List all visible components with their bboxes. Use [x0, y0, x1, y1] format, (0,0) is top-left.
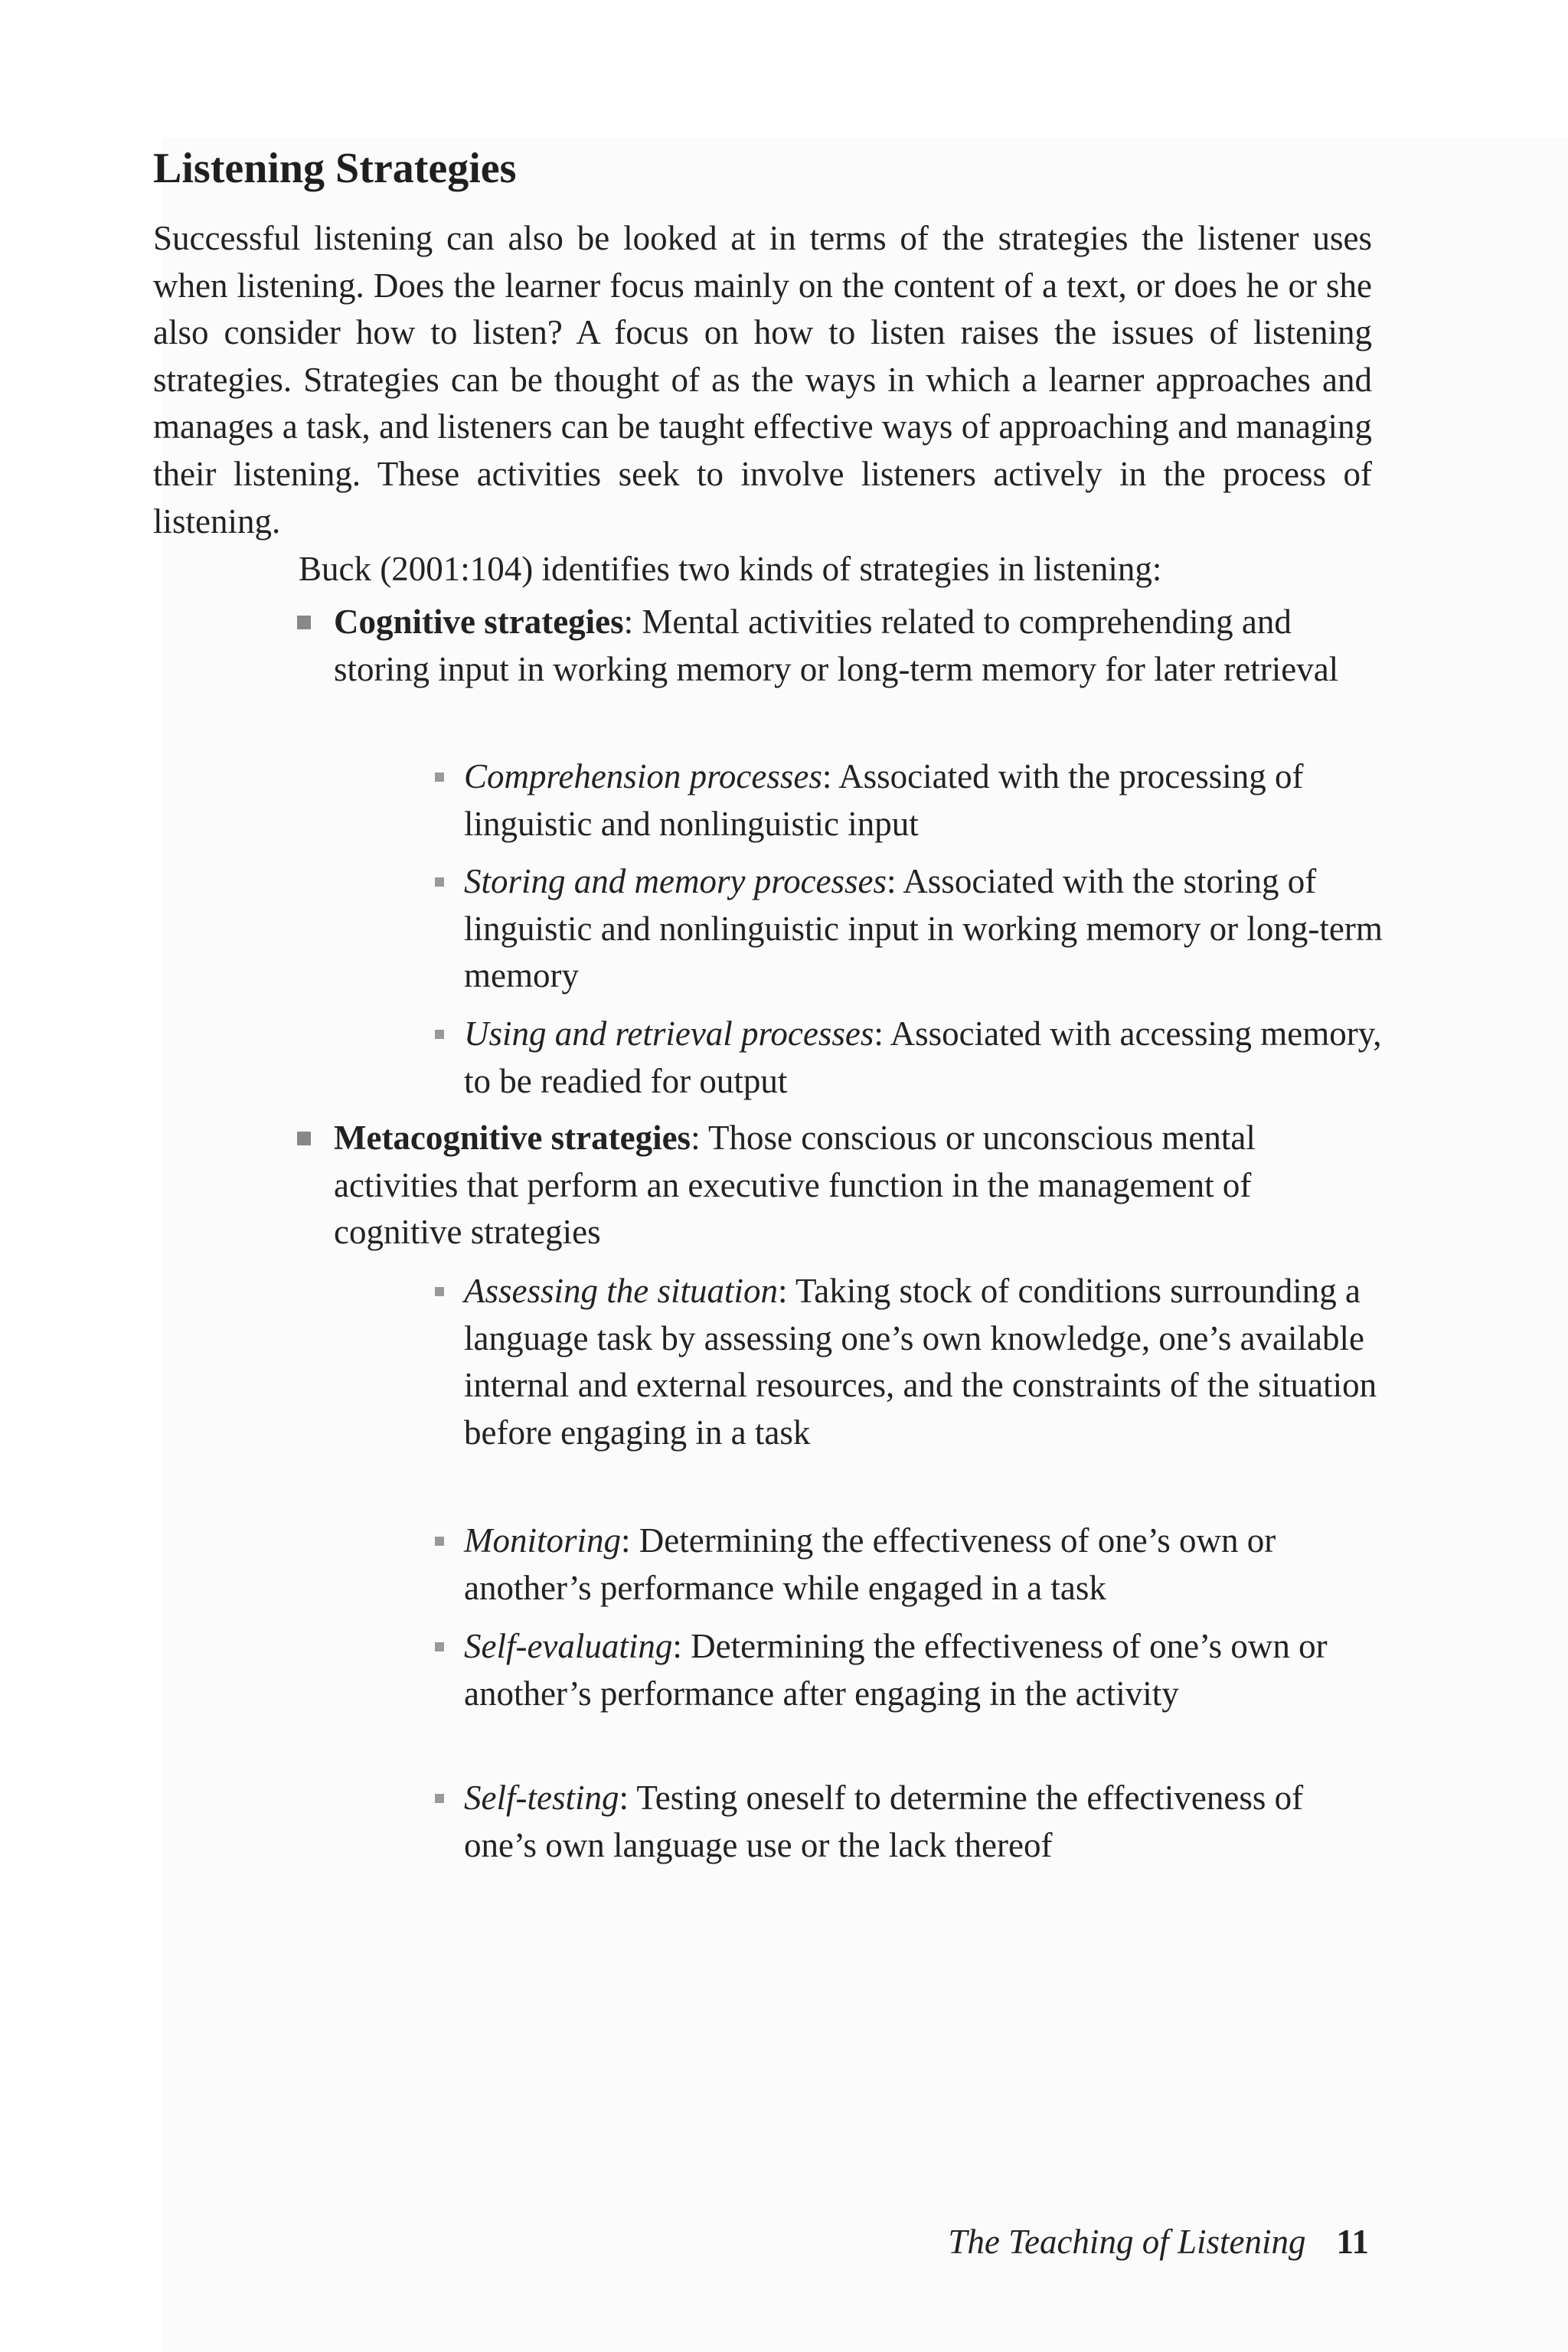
- section-heading: Listening Strategies: [153, 145, 517, 192]
- strategy-term: Cognitive strategies: [334, 603, 624, 641]
- sub-item-monitoring: [464, 1517, 1383, 1612]
- running-footer: [903, 2219, 1369, 2265]
- page-number: 11: [1336, 2223, 1369, 2261]
- sub-term: Self-testing: [464, 1779, 619, 1817]
- sub-description: : Taking stock of conditions surrounding a language task by assessing one’s own knowledge, one’s available internal and external resources, and the constraints of the situation before engaging in a task: [464, 1272, 1377, 1452]
- sub-term: Monitoring: [464, 1521, 622, 1560]
- strategy-term: Metacognitive strategies: [334, 1119, 691, 1157]
- sub-term: Using and retrieval processes: [464, 1014, 874, 1053]
- small-square-bullet-icon: [435, 877, 444, 887]
- sub-item-comprehension: [464, 753, 1383, 848]
- strategy-item-metacognitive: [334, 1115, 1383, 1256]
- sub-description: : Associated with the storing of linguistic and nonlinguistic input in working memory or long-term memory: [464, 862, 1383, 995]
- sub-description: : Associated with the processing of linguistic and nonlinguistic input: [464, 757, 1304, 843]
- square-bullet-icon: [297, 616, 311, 629]
- sub-term: Self-evaluating: [464, 1627, 673, 1665]
- strategy-description: : Mental activities related to comprehending and storing input in working memory or long-term memory for later retrieval: [334, 603, 1339, 688]
- sub-description: : Determining the effectiveness of one’s own or another’s performance while engaged in a task: [464, 1521, 1276, 1607]
- sub-item-assessing: [464, 1268, 1383, 1456]
- small-square-bullet-icon: [435, 773, 444, 782]
- small-square-bullet-icon: [435, 1030, 444, 1039]
- strategy-item-cognitive: [334, 599, 1383, 693]
- lead-sentence: Buck (2001:104) identifies two kinds of strategies in listening:: [299, 550, 1162, 588]
- small-square-bullet-icon: [435, 1287, 444, 1296]
- square-bullet-icon: [297, 1132, 311, 1145]
- small-square-bullet-icon: [435, 1642, 444, 1651]
- sub-description: : Determining the effectiveness of one’s own or another’s performance after engaging in the activity: [464, 1627, 1328, 1713]
- sub-description: : Associated with accessing memory, to be readied for output: [464, 1014, 1382, 1100]
- sub-description: : Testing oneself to determine the effectiveness of one’s own language use or the lack thereof: [464, 1779, 1304, 1864]
- sub-item-self-evaluating: [464, 1623, 1383, 1717]
- book-title: The Teaching of Listening: [948, 2223, 1306, 2261]
- sub-item-self-testing: [464, 1775, 1383, 1869]
- sub-item-using: [464, 1011, 1383, 1105]
- sub-term: Storing and memory processes: [464, 862, 887, 900]
- intro-paragraph: Successful listening can also be looked at in terms of the strategies the listener uses when listening. Does the learner focus mainly on the content of a text, or does he or she also consider how to listen? A focus on how to listen raises the issues of listening strategies. Strategies can be thought of as the ways in which a learner approaches and manages a task, and listeners can be taught effective ways of approaching and managing their listening. These activities seek to involve listeners actively in the process of listening.: [153, 219, 1372, 541]
- small-square-bullet-icon: [435, 1537, 444, 1546]
- sub-term: Comprehension processes: [464, 757, 822, 795]
- small-square-bullet-icon: [435, 1794, 444, 1803]
- strategy-description: : Those conscious or unconscious mental activities that perform an executive function in the management of cognitive strategies: [334, 1119, 1256, 1252]
- sub-term: Assessing the situation: [464, 1272, 779, 1310]
- sub-item-storing: [464, 858, 1383, 1000]
